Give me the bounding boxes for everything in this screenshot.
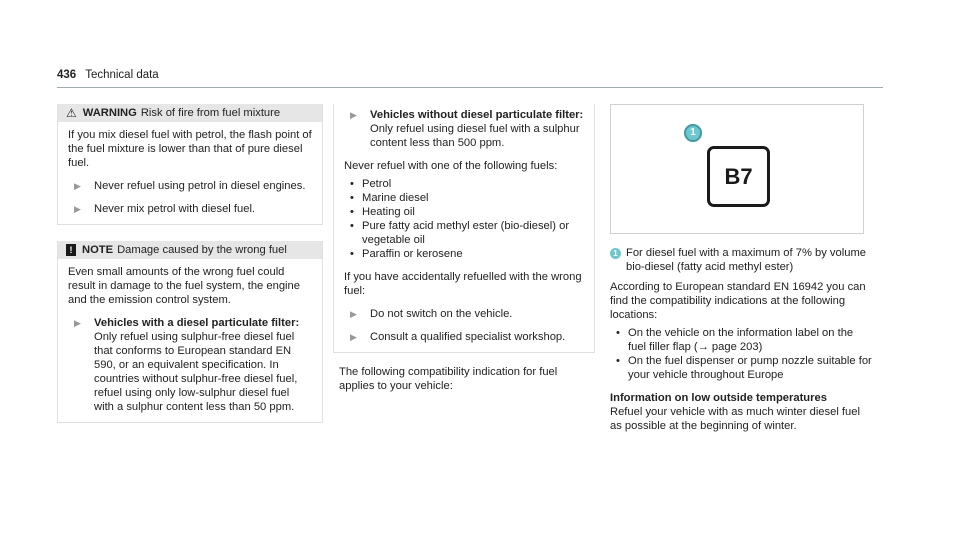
column-1 <box>57 104 323 423</box>
warning-title: Risk of fire from fuel mixture <box>140 107 281 119</box>
warning-body: If you mix diesel fuel with petrol, the flash point of the fuel mixture is lower than that of pure diesel fuel. <box>68 129 312 169</box>
list-item: • Heating oil <box>350 206 415 218</box>
callout-1-icon: 1 <box>610 248 621 259</box>
no-filter-body: Only refuel using diesel fuel with a sulphur content less than 500 ppm. <box>370 123 580 149</box>
step-arrow-icon: ▶ <box>350 332 357 342</box>
winter-body: Refuel your vehicle with as much winter diesel fuel as possible at the beginning of winter. <box>610 406 860 432</box>
winter-title: Information on low outside temperatures <box>610 392 827 404</box>
page-header <box>57 68 159 82</box>
note-keyword: NOTE <box>82 244 114 256</box>
step-arrow-icon: ▶ <box>350 309 357 319</box>
note-header <box>58 241 322 259</box>
list-item: • Pure fatty acid methyl ester (bio-diesel) or vegetable oil <box>350 220 570 246</box>
note-step-body: Only refuel using sulphur-free diesel fuel that conforms to European standard EN 590, or an equivalent specification. In countries without sulphur-free diesel fuel, refuel using only low-sulphur diesel fuel with a sulphur content less than 50 ppm. <box>94 331 298 413</box>
accident-step-2: ▶ Consult a qualified specialist workshop. <box>344 330 584 344</box>
section-title: Technical data <box>85 69 159 81</box>
warning-step-2: ▶ Never mix petrol with diesel fuel. <box>68 202 312 216</box>
b7-fuel-label: B7 <box>707 146 770 207</box>
warning-step-1: ▶ Never refuel using petrol in diesel engines. <box>68 179 312 193</box>
note-body: Even small amounts of the wrong fuel could result in damage to the fuel system, the engine and the emission control system. <box>68 266 300 306</box>
figure-callout-1: 1 <box>684 124 702 142</box>
list-item: • Petrol <box>350 178 392 190</box>
note-step <box>68 316 312 414</box>
step-arrow-icon: ▶ <box>74 204 81 214</box>
never-intro: Never refuel with one of the following fuels: <box>344 160 558 172</box>
list-item: • On the vehicle on the information label on the fuel filler flap (→ page 203) <box>616 327 854 353</box>
compatibility-intro: The following compatibility indication for fuel applies to your vehicle: <box>339 366 558 392</box>
note-title: Damage caused by the wrong fuel <box>117 244 287 256</box>
warning-triangle-icon: ⚠ <box>66 106 77 120</box>
list-item: • On the fuel dispenser or pump nozzle suitable for your vehicle throughout Europe <box>616 355 872 381</box>
step-arrow-icon: ▶ <box>350 110 357 120</box>
exclamation-icon: ! <box>66 244 76 256</box>
accident-step-1: ▶ Do not switch on the vehicle. <box>344 307 584 321</box>
list-item: • Marine diesel <box>350 192 429 204</box>
note-step-title: Vehicles with a diesel particulate filter: <box>94 317 300 329</box>
step-arrow-icon: ▶ <box>74 318 81 328</box>
column-3 <box>610 246 872 442</box>
accident-text: If you have accidentally refuelled with the wrong fuel: <box>344 271 582 297</box>
no-filter-step <box>344 108 584 150</box>
warning-keyword: WARNING <box>82 107 137 119</box>
note-continuation-box <box>333 104 595 353</box>
fuel-list <box>344 177 584 261</box>
column-2 <box>333 104 595 402</box>
callout-legend <box>610 246 872 274</box>
list-item: • Paraffin or kerosene <box>350 248 463 260</box>
page-number: 436 <box>57 69 77 81</box>
warning-box <box>57 104 323 225</box>
note-box <box>57 241 323 423</box>
header-divider <box>57 87 883 88</box>
warning-header <box>58 104 322 122</box>
step-arrow-icon: ▶ <box>74 181 81 191</box>
callout-text: For diesel fuel with a maximum of 7% by volume bio-diesel (fatty acid methyl ester) <box>626 247 867 273</box>
fuel-compatibility-figure <box>610 104 864 234</box>
no-filter-title: Vehicles without diesel particulate filter: <box>370 109 584 121</box>
locations-intro: According to European standard EN 16942 you can find the compatibility indications at the following locations: <box>610 281 866 321</box>
locations-list <box>610 326 872 382</box>
